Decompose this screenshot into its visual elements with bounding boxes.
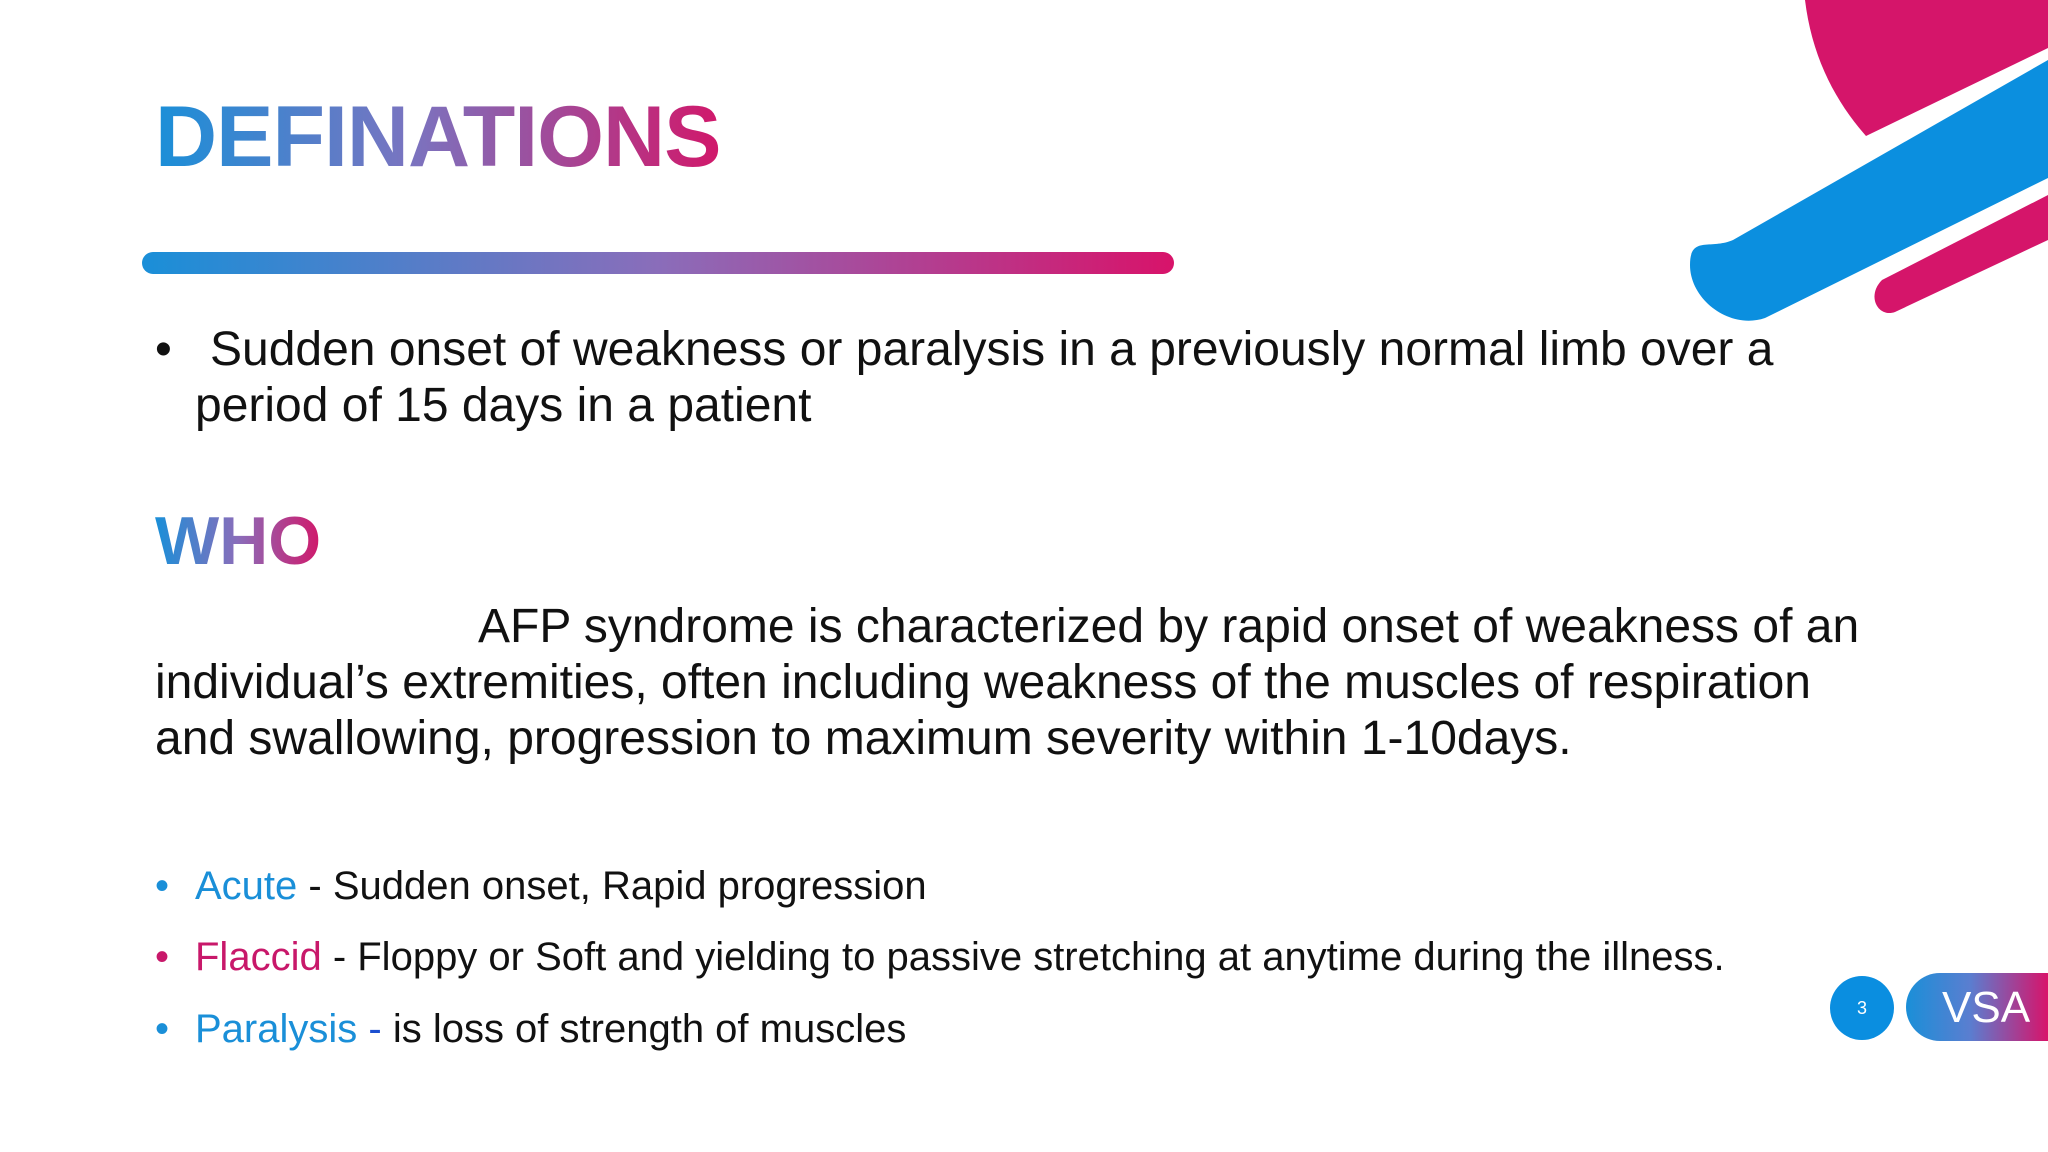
vsa-logo: [1906, 973, 2048, 1041]
term-separator: -: [357, 1007, 393, 1051]
who-paragraph: [155, 599, 1975, 767]
slide-title: DEFINATIONS: [155, 89, 721, 185]
logo-text: VSA: [1942, 983, 2031, 1032]
who-paragraph-line-2: individual’s extremities, often including weakness of the muscles of respiration: [155, 656, 1811, 709]
term-separator: -: [297, 864, 333, 908]
who-paragraph-line-3: and swallowing, progression to maximum severity within 1-10days.: [155, 712, 1572, 765]
term-definition: is loss of strength of muscles: [392, 1007, 907, 1051]
term-label: Acute: [195, 864, 298, 908]
term-acute: [155, 862, 927, 910]
bullet-marker: •: [155, 1007, 170, 1051]
who-heading: WHO: [155, 503, 322, 579]
who-paragraph-line-1: AFP syndrome is characterized by rapid onset of weakness of an: [478, 600, 1860, 653]
bullet-marker: •: [155, 864, 170, 908]
definition-line-2: period of 15 days in a patient: [195, 379, 812, 432]
bullet-marker: •: [155, 323, 172, 376]
term-label: Paralysis: [195, 1007, 358, 1051]
title-underline-bar: [142, 252, 1174, 274]
term-separator: -: [321, 935, 358, 979]
term-label: Flaccid: [195, 935, 322, 979]
term-definition: Floppy or Soft and yielding to passive stretching at anytime during the illness.: [357, 935, 1725, 979]
bullet-marker: •: [155, 935, 170, 979]
term-paralysis: [155, 1005, 906, 1053]
term-flaccid: [155, 933, 1725, 981]
term-definition: Sudden onset, Rapid progression: [332, 864, 927, 908]
page-number-badge: 3: [1830, 976, 1894, 1040]
definition-line-1: Sudden onset of weakness or paralysis in a previously normal limb over a: [210, 323, 1774, 376]
